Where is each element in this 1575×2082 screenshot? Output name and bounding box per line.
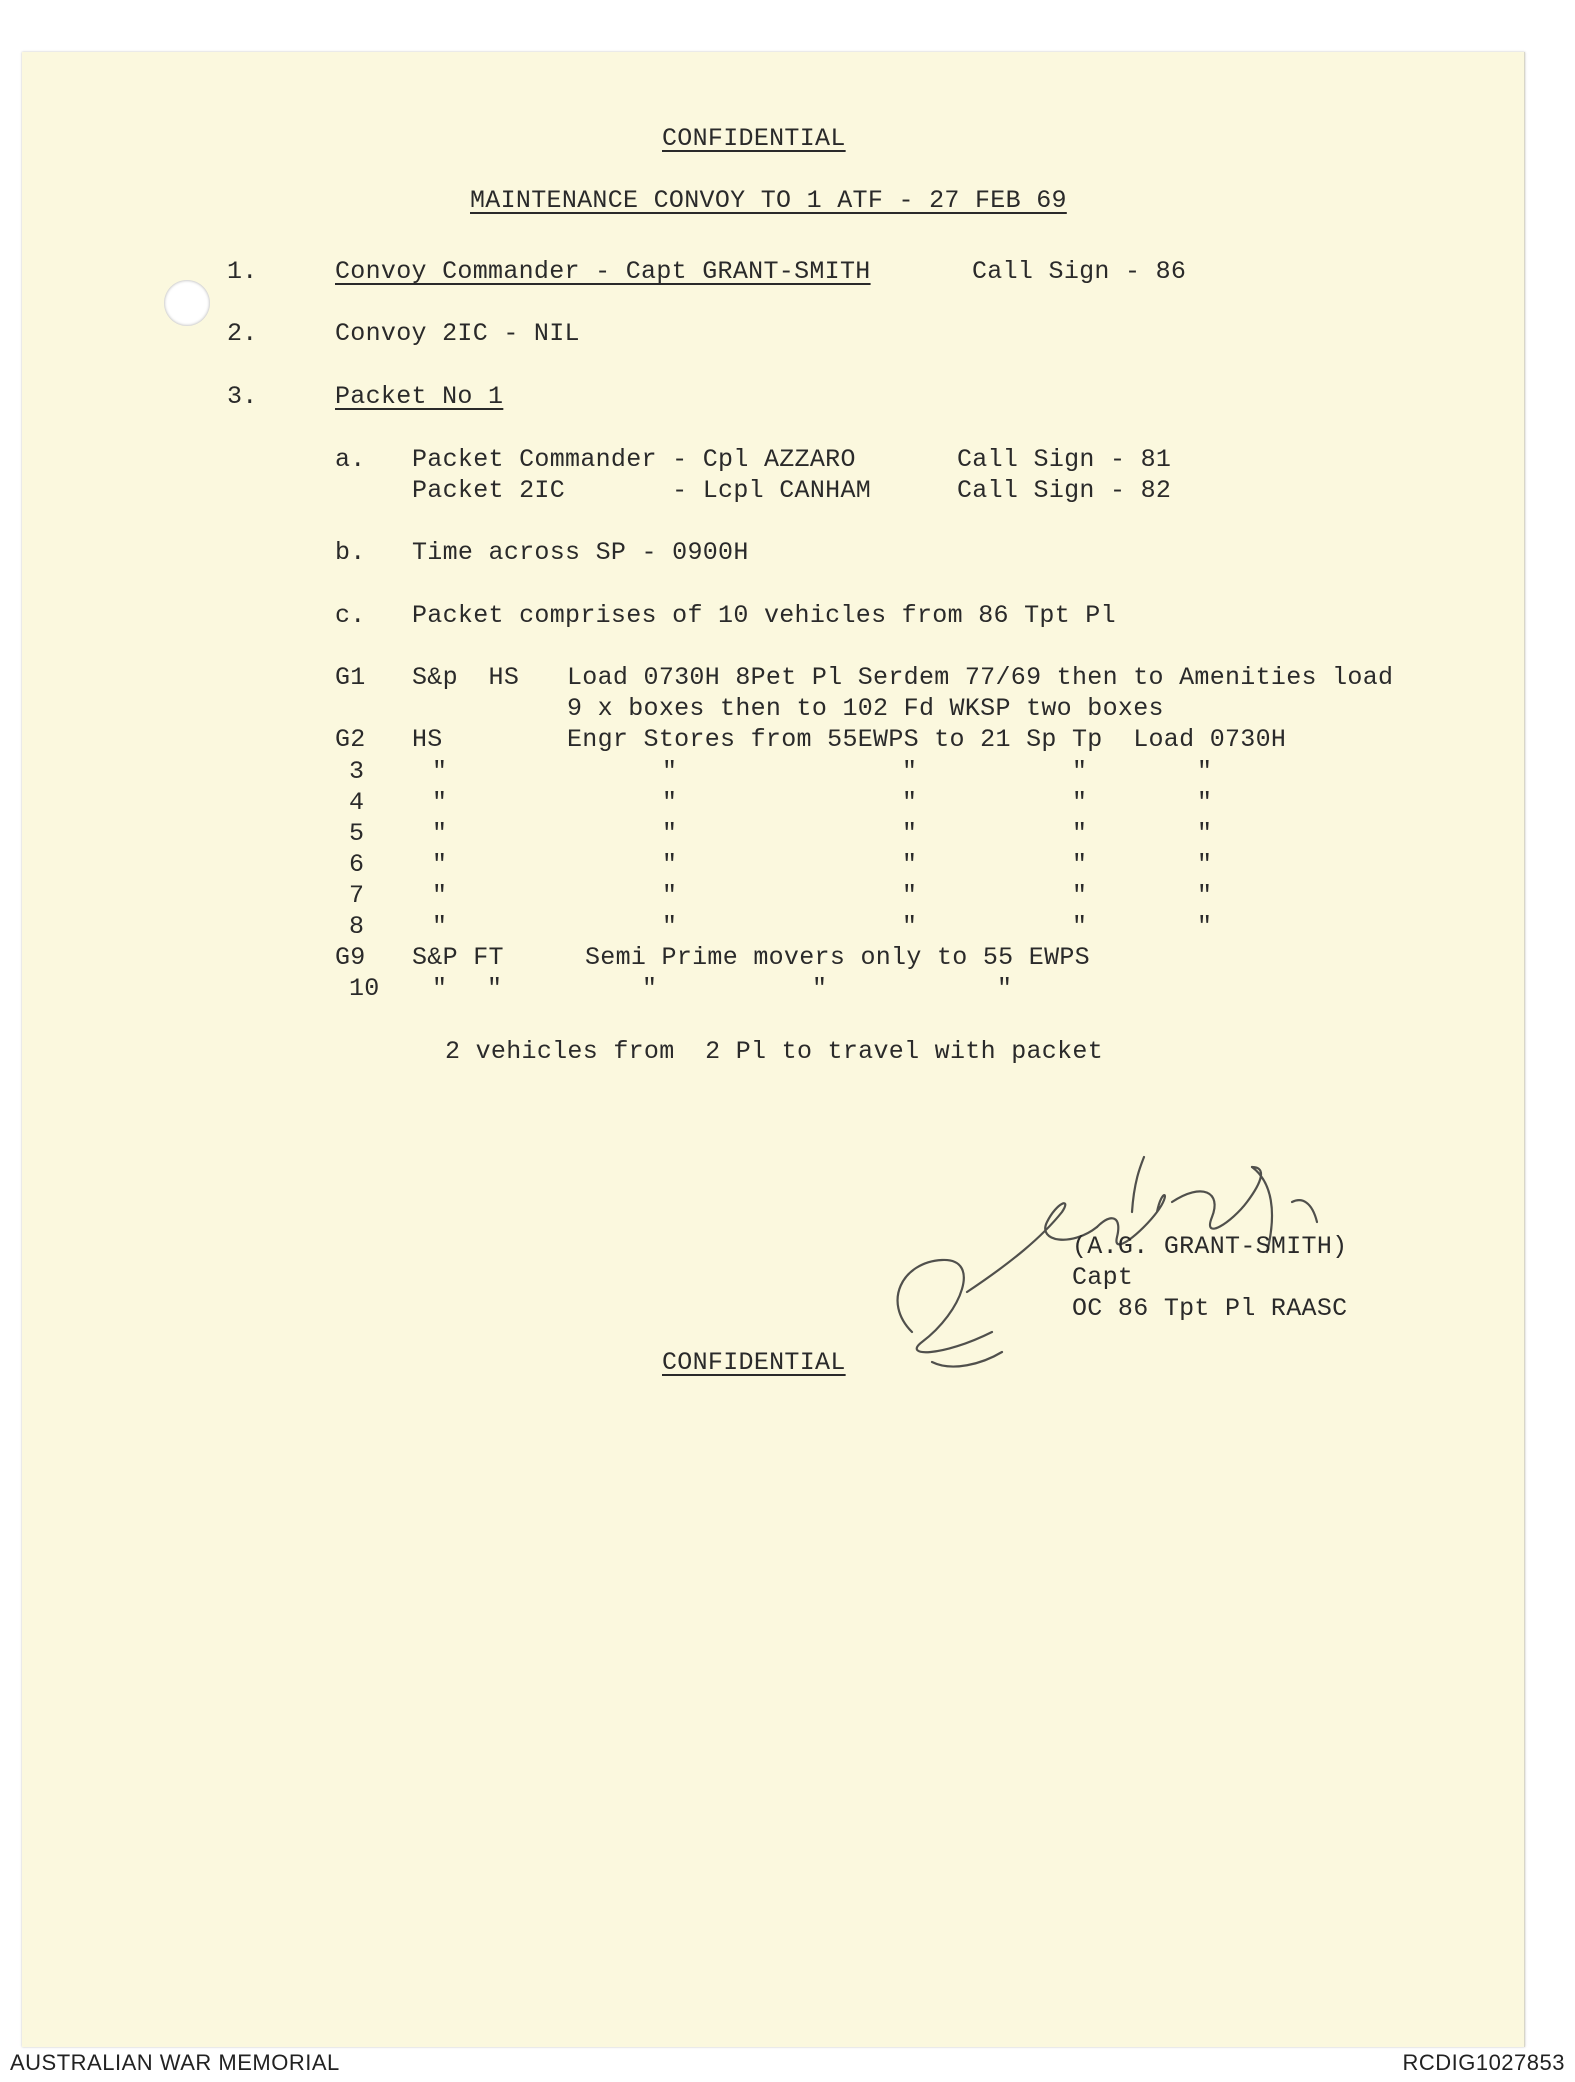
vehicle-type-g9: S&P FT <box>412 943 504 972</box>
ditto-mark: " <box>432 757 448 786</box>
sub-b-label: b. <box>335 538 366 567</box>
vehicle-id-g1: G1 <box>335 663 366 692</box>
ditto-mark: " <box>1072 757 1088 786</box>
ditto-mark: " <box>432 819 448 848</box>
vehicle-id-4: 4 <box>349 788 365 817</box>
ditto-mark: " <box>432 881 448 910</box>
vehicle-id-10: 10 <box>349 974 380 1003</box>
ditto-mark: " <box>812 974 828 1003</box>
ditto-mark: " <box>662 850 678 879</box>
vehicle-id-7: 7 <box>349 881 365 910</box>
archive-credit: AUSTRALIAN WAR MEMORIAL <box>10 2050 340 2075</box>
packet-commander-call-sign: Call Sign - 81 <box>957 445 1172 474</box>
ditto-mark: " <box>432 788 448 817</box>
vehicle-task-g1: Load 0730H 8Pet Pl Serdem 77/69 then to Amenities load <box>567 663 1394 692</box>
vehicle-id-5: 5 <box>349 819 365 848</box>
vehicle-task-g1-line2: 9 x boxes then to 102 Fd WKSP two boxes <box>567 694 1164 723</box>
ditto-mark: " <box>662 788 678 817</box>
vehicle-id-3: 3 <box>349 757 365 786</box>
classification-top: CONFIDENTIAL <box>662 124 846 153</box>
ditto-mark: " <box>1072 881 1088 910</box>
vehicle-task-g2: Engr Stores from 55EWPS to 21 Sp Tp Load 0730H <box>567 725 1287 754</box>
vehicle-type-g2: HS <box>412 725 443 754</box>
sub-a-label: a. <box>335 445 366 474</box>
vehicle-type-g1: S&p HS <box>412 663 520 692</box>
ditto-mark: " <box>432 850 448 879</box>
vehicle-task-g9: Semi Prime movers only to 55 EWPS <box>585 943 1090 972</box>
ditto-mark: " <box>432 974 448 1003</box>
ditto-mark: " <box>642 974 658 1003</box>
vehicle-id-6: 6 <box>349 850 365 879</box>
vehicle-id-8: 8 <box>349 912 365 941</box>
ditto-mark: " <box>1072 850 1088 879</box>
ditto-mark: " <box>902 881 918 910</box>
vehicle-id-g2: G2 <box>335 725 366 754</box>
item-2-number: 2. <box>227 319 258 348</box>
ditto-mark: " <box>902 757 918 786</box>
packet-commander: Packet Commander - Cpl AZZARO <box>412 445 856 474</box>
signatory-unit: OC 86 Tpt Pl RAASC <box>1072 1294 1348 1323</box>
item-1-call-sign: Call Sign - 86 <box>972 257 1187 286</box>
ditto-mark: " <box>662 912 678 941</box>
item-3-text: Packet No 1 <box>335 382 504 411</box>
ditto-mark: " <box>1197 850 1213 879</box>
ditto-mark: " <box>662 757 678 786</box>
ditto-mark: " <box>1072 788 1088 817</box>
punch-hole <box>164 280 210 326</box>
ditto-mark: " <box>1197 819 1213 848</box>
sub-c-label: c. <box>335 601 366 630</box>
handwritten-signature <box>872 1142 1432 1392</box>
packet-2ic-call-sign: Call Sign - 82 <box>957 476 1172 505</box>
ditto-mark: " <box>662 881 678 910</box>
ditto-mark: " <box>432 912 448 941</box>
signatory-name: (A.G. GRANT-SMITH) <box>1072 1232 1348 1261</box>
ditto-mark: " <box>1072 819 1088 848</box>
ditto-mark: " <box>1197 788 1213 817</box>
ditto-mark: " <box>902 912 918 941</box>
archive-reference: RCDIG1027853 <box>1402 2050 1565 2075</box>
ditto-mark: " <box>997 974 1013 1003</box>
packet-2ic: Packet 2IC - Lcpl CANHAM <box>412 476 872 505</box>
ditto-mark: " <box>902 850 918 879</box>
accompanying-vehicles-note: 2 vehicles from 2 Pl to travel with packet <box>445 1037 1104 1066</box>
time-across-sp: Time across SP - 0900H <box>412 538 749 567</box>
signatory-rank: Capt <box>1072 1263 1134 1292</box>
vehicle-id-g9: G9 <box>335 943 366 972</box>
ditto-mark: " <box>902 788 918 817</box>
ditto-mark: " <box>662 819 678 848</box>
item-1-text: Convoy Commander - Capt GRANT-SMITH <box>335 257 871 286</box>
item-1-number: 1. <box>227 257 258 286</box>
ditto-mark: " <box>902 819 918 848</box>
classification-bottom: CONFIDENTIAL <box>662 1348 846 1377</box>
document-page <box>22 52 1525 2047</box>
ditto-mark: " <box>1197 881 1213 910</box>
item-3-number: 3. <box>227 382 258 411</box>
ditto-mark: " <box>1197 912 1213 941</box>
ditto-mark: " <box>1072 912 1088 941</box>
item-2-text: Convoy 2IC - NIL <box>335 319 580 348</box>
packet-composition: Packet comprises of 10 vehicles from 86 Tpt Pl <box>412 601 1116 630</box>
ditto-mark: " <box>487 974 503 1003</box>
document-title: MAINTENANCE CONVOY TO 1 ATF - 27 FEB 69 <box>470 186 1067 215</box>
ditto-mark: " <box>1197 757 1213 786</box>
